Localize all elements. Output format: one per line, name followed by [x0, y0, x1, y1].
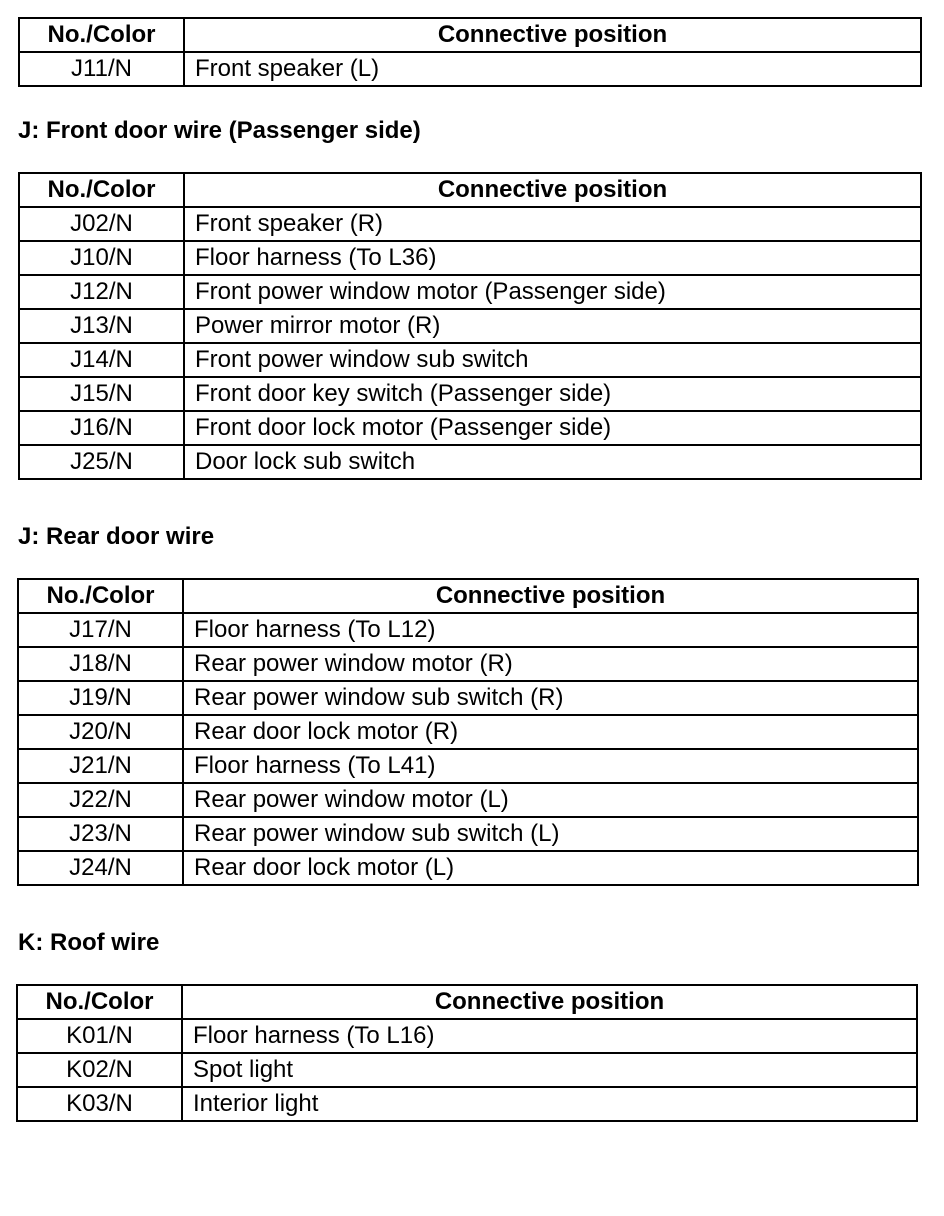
column-header-position: Connective position — [182, 985, 917, 1019]
connector-code: K01/N — [17, 1019, 182, 1053]
table-row — [17, 1053, 917, 1087]
table-row — [19, 52, 921, 86]
connector-code: J24/N — [18, 851, 183, 885]
connective-position: Floor harness (To L36) — [184, 241, 921, 275]
connector-table-rear-door — [17, 578, 919, 886]
connective-position: Interior light — [182, 1087, 917, 1121]
connector-code: J20/N — [18, 715, 183, 749]
table-row — [17, 1087, 917, 1121]
connective-position: Floor harness (To L41) — [183, 749, 918, 783]
connective-position: Front speaker (R) — [184, 207, 921, 241]
table-row — [19, 241, 921, 275]
section-title-roof-wire: K: Roof wire — [18, 929, 160, 956]
connective-position: Floor harness (To L16) — [182, 1019, 917, 1053]
table-row — [18, 851, 918, 885]
connective-position: Front door key switch (Passenger side) — [184, 377, 921, 411]
connector-code: J18/N — [18, 647, 183, 681]
column-header-code: No./Color — [19, 18, 184, 52]
connective-position: Rear power window motor (R) — [183, 647, 918, 681]
connective-position: Rear door lock motor (L) — [183, 851, 918, 885]
table-row — [18, 749, 918, 783]
table-row — [19, 343, 921, 377]
table-row — [18, 647, 918, 681]
connective-position: Front door lock motor (Passenger side) — [184, 411, 921, 445]
column-header-position: Connective position — [183, 579, 918, 613]
connector-code: K03/N — [17, 1087, 182, 1121]
connective-position: Spot light — [182, 1053, 917, 1087]
connector-code: J10/N — [19, 241, 184, 275]
connector-code: J15/N — [19, 377, 184, 411]
table-row — [18, 715, 918, 749]
connective-position: Rear door lock motor (R) — [183, 715, 918, 749]
table-row — [18, 613, 918, 647]
connective-position: Rear power window sub switch (L) — [183, 817, 918, 851]
connector-code: J25/N — [19, 445, 184, 479]
table-row — [18, 783, 918, 817]
connector-code: J19/N — [18, 681, 183, 715]
connector-code: J17/N — [18, 613, 183, 647]
connective-position: Front speaker (L) — [184, 52, 921, 86]
connector-code: K02/N — [17, 1053, 182, 1087]
connector-table-roof — [16, 984, 918, 1122]
table-row — [18, 817, 918, 851]
table-row — [17, 1019, 917, 1053]
connective-position: Front power window motor (Passenger side) — [184, 275, 921, 309]
section-title-front-door-wire: J: Front door wire (Passenger side) — [18, 117, 421, 144]
connector-code: J16/N — [19, 411, 184, 445]
table-header-row — [18, 579, 918, 613]
table-row — [18, 681, 918, 715]
connector-code: J13/N — [19, 309, 184, 343]
table-header-row — [19, 173, 921, 207]
column-header-position: Connective position — [184, 18, 921, 52]
connector-code: J14/N — [19, 343, 184, 377]
connective-position: Rear power window sub switch (R) — [183, 681, 918, 715]
column-header-code: No./Color — [19, 173, 184, 207]
section-title-rear-door-wire: J: Rear door wire — [18, 523, 215, 550]
table-header-row — [19, 18, 921, 52]
column-header-code: No./Color — [18, 579, 183, 613]
table-row — [19, 275, 921, 309]
table-row — [19, 207, 921, 241]
connective-position: Floor harness (To L12) — [183, 613, 918, 647]
connective-position: Door lock sub switch — [184, 445, 921, 479]
connector-table-front-door — [18, 172, 922, 480]
connective-position: Rear power window motor (L) — [183, 783, 918, 817]
column-header-code: No./Color — [17, 985, 182, 1019]
connective-position: Power mirror motor (R) — [184, 309, 921, 343]
connector-code: J11/N — [19, 52, 184, 86]
connector-table-continued — [18, 17, 922, 87]
table-row — [19, 445, 921, 479]
table-row — [19, 411, 921, 445]
table-row — [19, 309, 921, 343]
connector-code: J21/N — [18, 749, 183, 783]
table-header-row — [17, 985, 917, 1019]
connector-code: J12/N — [19, 275, 184, 309]
connector-code: J23/N — [18, 817, 183, 851]
connective-position: Front power window sub switch — [184, 343, 921, 377]
table-row — [19, 377, 921, 411]
connector-code: J02/N — [19, 207, 184, 241]
column-header-position: Connective position — [184, 173, 921, 207]
connector-code: J22/N — [18, 783, 183, 817]
